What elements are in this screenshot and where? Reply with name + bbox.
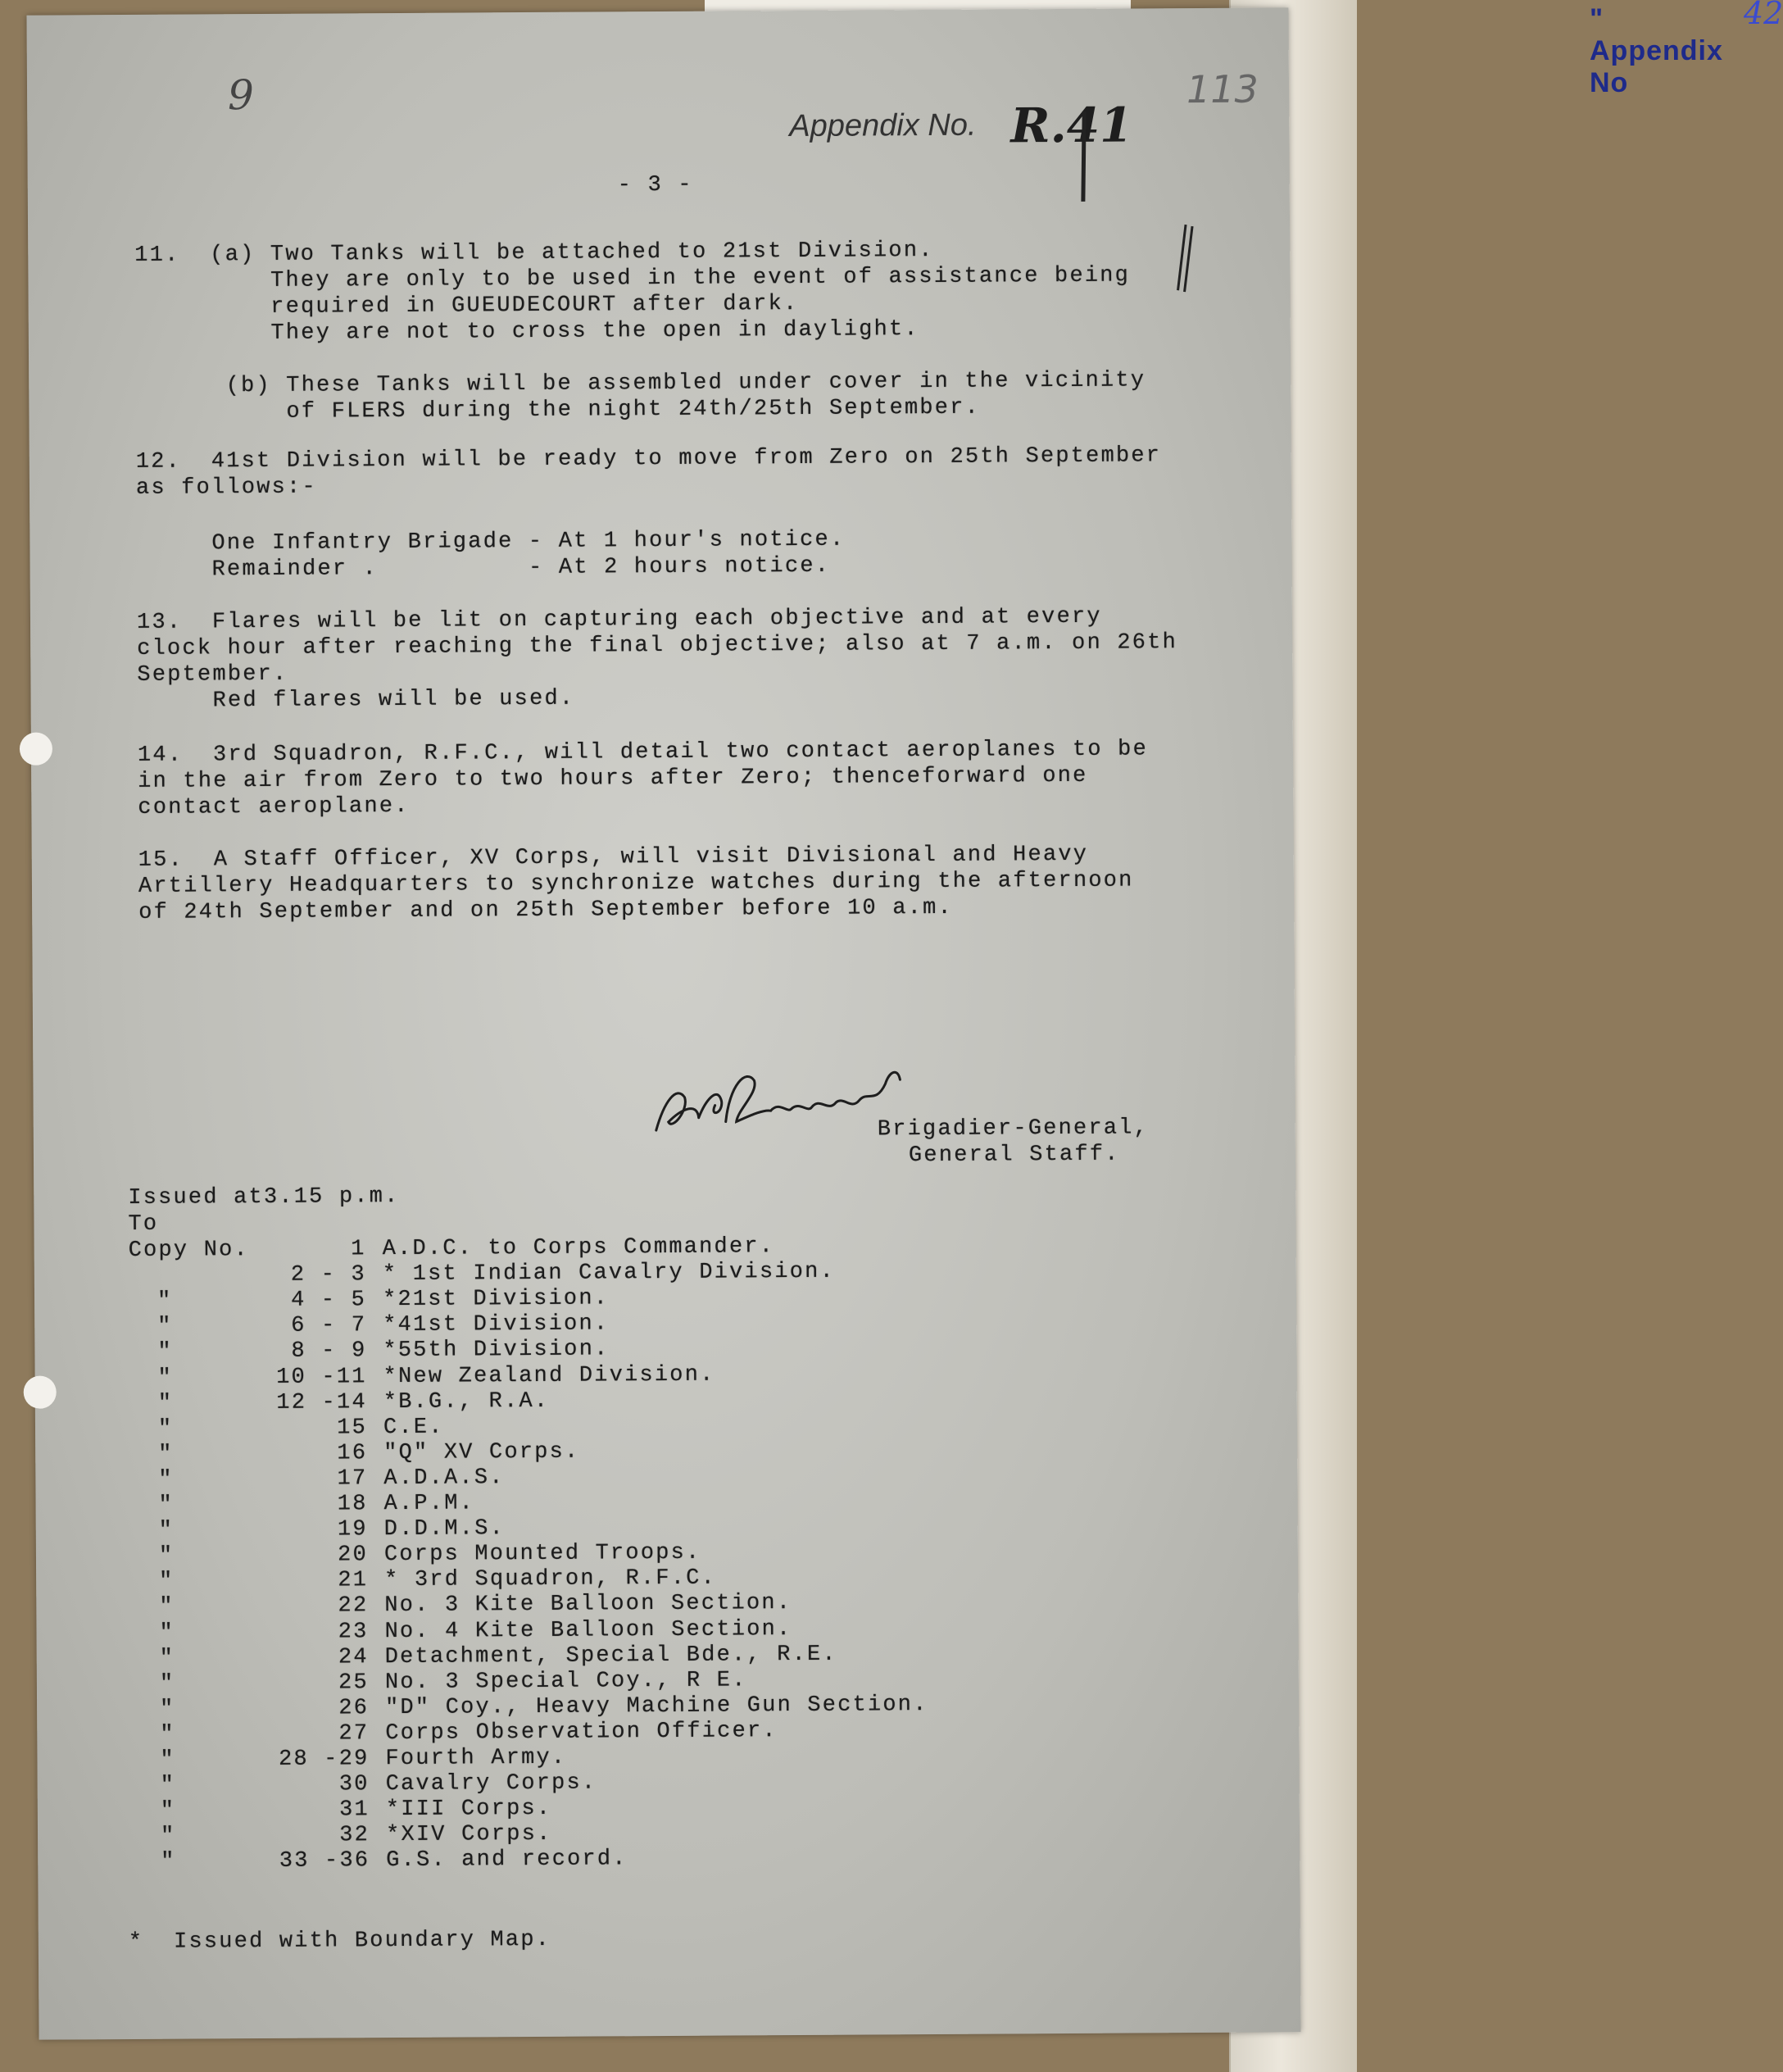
copy-number: 6 - 7 [291, 1313, 367, 1338]
signatory-role: General Staff. [908, 1142, 1120, 1169]
recipient: *55th Division. [383, 1337, 610, 1364]
document-page [26, 7, 1300, 2039]
text-line: (b) These Tanks will be assembled under cover in the vicinity [135, 368, 1146, 399]
copy-number: 23 [338, 1620, 369, 1645]
recipient: "D" Coy., Heavy Machine Gun Section. [385, 1693, 928, 1721]
recipient: A.D.A.S. [383, 1465, 505, 1492]
ditto-mark: " [158, 1493, 175, 1518]
footnote: * Issued with Boundary Map. [128, 1927, 551, 1956]
ditto-mark: " [159, 1646, 175, 1671]
recipient: *41st Division. [383, 1311, 610, 1338]
copy-number: 28 -29 [278, 1747, 370, 1772]
page-number: - 3 - [617, 172, 693, 198]
ditto-mark: " [160, 1697, 175, 1722]
ditto-mark: " [157, 1288, 173, 1314]
ditto-mark: " [160, 1747, 175, 1773]
copy-number: 15 [337, 1415, 368, 1441]
copy-number: 22 [338, 1593, 369, 1619]
copy-number: 10 -11 [276, 1365, 367, 1390]
margin-tick [1171, 221, 1196, 295]
ditto-mark: " [158, 1543, 175, 1569]
recipient: Cavalry Corps. [385, 1770, 597, 1797]
text-line: They are not to cross the open in daylight. [134, 317, 919, 347]
issued-at: Issued at3.15 p.m. [128, 1184, 400, 1211]
copy-number: 31 [338, 1797, 370, 1823]
copy-number: 18 [337, 1492, 368, 1517]
punch-hole-top [20, 733, 52, 766]
text-line: of 24th September and on 25th September before 10 a.m. [138, 895, 953, 925]
copy-number-label: Copy No. [128, 1238, 250, 1263]
copy-number: 24 [338, 1645, 369, 1670]
recipient: *XIV Corps. [385, 1821, 552, 1848]
ditto-mark: " [158, 1442, 174, 1467]
copy-number: 8 - 9 [291, 1338, 367, 1364]
recipient: No. 4 Kite Balloon Section. [384, 1617, 792, 1645]
copy-number: 4 - 5 [290, 1288, 367, 1313]
copy-number: 32 [339, 1823, 370, 1848]
text-line: Remainder . - At 2 hours notice. [136, 553, 831, 583]
underlying-appendix-number: 42 [1744, 0, 1783, 31]
text-line: in the air from Zero to two hours after Zero; thenceforward one [138, 763, 1088, 794]
ditto-mark: " [157, 1314, 173, 1339]
ditto-mark: " [159, 1671, 175, 1697]
recipient: *New Zealand Division. [383, 1362, 715, 1390]
text-line: Red flares will be used. [137, 686, 575, 714]
recipient: Fourth Army. [385, 1745, 567, 1772]
copy-number: 16 [337, 1441, 368, 1466]
ditto-mark: " [158, 1467, 174, 1493]
text-line: as follows:- [135, 475, 317, 501]
copy-number: 27 [338, 1721, 370, 1747]
copy-number: 12 -14 [276, 1390, 367, 1415]
ditto-mark: " [158, 1518, 175, 1543]
text-line: 11. (a) Two Tanks will be attached to 21st Division. [134, 238, 934, 268]
recipient: A.P.M. [383, 1491, 475, 1517]
recipient: * 1st Indian Cavalry Division. [382, 1259, 836, 1288]
text-line: September. [137, 661, 288, 688]
text-line: of FLERS during the night 24th/25th September. [135, 395, 981, 425]
ditto-mark: " [160, 1722, 175, 1747]
recipient: No. 3 Kite Balloon Section. [384, 1591, 792, 1619]
copy-number: 33 -36 [279, 1848, 370, 1874]
punch-hole-bottom [24, 1376, 57, 1409]
signatory-rank: Brigadier-General, [877, 1116, 1150, 1143]
appendix-label: Appendix No. [789, 107, 977, 144]
ditto-mark: " [159, 1594, 175, 1620]
copy-number: 2 - 3 [290, 1262, 366, 1288]
recipient: C.E. [383, 1415, 444, 1441]
text-line: clock hour after reaching the final objective; also at 7 a.m. on 26th [137, 630, 1178, 661]
recipient: *III Corps. [385, 1796, 552, 1823]
margin-stroke [1076, 107, 1093, 206]
copy-number: 21 [338, 1568, 369, 1593]
text-line: 13. Flares will be lit on capturing each objective and at every [136, 604, 1102, 635]
archive-number: 113 [1186, 66, 1259, 112]
recipient: Corps Mounted Troops. [383, 1540, 701, 1568]
underlying-appendix-label: " Appendix No [1590, 3, 1723, 98]
ditto-mark: " [157, 1365, 174, 1391]
recipient: *B.G., R.A. [383, 1388, 550, 1415]
issued-to: To [128, 1211, 159, 1237]
ditto-mark: " [159, 1569, 175, 1594]
ditto-mark: " [160, 1773, 176, 1798]
text-line: One Infantry Brigade - At 1 hour's notice. [136, 527, 846, 557]
recipient: D.D.M.S. [383, 1516, 506, 1543]
copy-number: 30 [338, 1772, 370, 1797]
text-line: They are only to be used in the event of assistance being [134, 263, 1131, 294]
recipient: A.D.C. to Corps Commander. [382, 1234, 775, 1262]
copy-number: 20 [338, 1543, 369, 1568]
page-mark: 9 [227, 71, 255, 120]
text-line: Artillery Headquarters to synchronize watches during the afternoon [138, 868, 1134, 899]
ditto-mark: " [157, 1339, 173, 1365]
ditto-mark: " [159, 1620, 175, 1646]
copy-number: 1 [351, 1237, 366, 1262]
copy-number: 19 [337, 1517, 368, 1543]
text-line: 14. 3rd Squadron, R.F.C., will detail two contact aeroplanes to be [137, 737, 1149, 768]
recipient: Corps Observation Officer. [385, 1719, 778, 1747]
ditto-mark: " [157, 1391, 174, 1416]
recipient: *21st Division. [382, 1286, 610, 1313]
text-line: required in GUEUDECOURT after dark. [134, 291, 799, 320]
copy-number: 17 [337, 1466, 368, 1492]
recipient: G.S. and record. [386, 1847, 628, 1874]
recipient: * 3rd Squadron, R.F.C. [384, 1565, 717, 1593]
recipient: "Q" XV Corps. [383, 1439, 580, 1466]
text-line: 15. A Staff Officer, XV Corps, will visit Divisional and Heavy [138, 842, 1089, 873]
text-line: contact aeroplane. [138, 793, 410, 820]
ditto-mark: " [157, 1416, 174, 1442]
ditto-mark: " [161, 1849, 176, 1874]
copy-number: 26 [338, 1696, 370, 1721]
recipient: No. 3 Special Coy., R E. [384, 1668, 747, 1696]
text-line: 12. 41st Division will be ready to move from Zero on 25th September [135, 443, 1162, 475]
ditto-mark: " [160, 1824, 176, 1849]
recipient: Detachment, Special Bde., R.E. [384, 1642, 837, 1670]
copy-number: 25 [338, 1670, 369, 1696]
appendix-number: R.41 [1010, 97, 1133, 154]
ditto-mark: " [160, 1798, 176, 1824]
